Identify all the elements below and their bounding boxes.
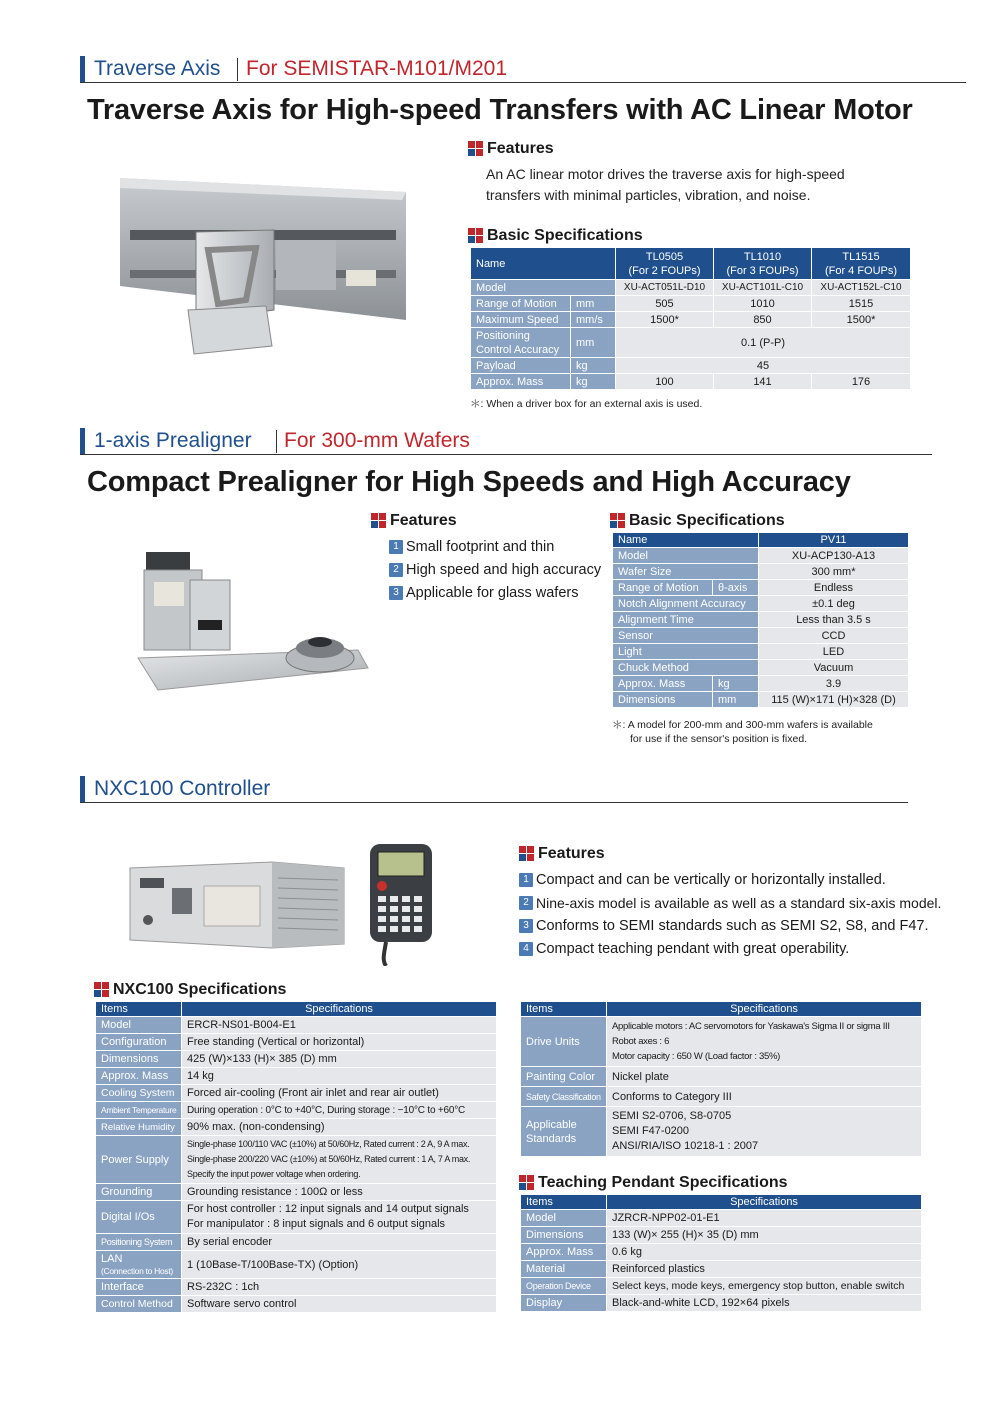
col-sub: (For 3 FOUPs) xyxy=(726,264,799,277)
cell: ±0.1 deg xyxy=(759,596,909,612)
feature-item xyxy=(519,941,849,957)
cell: 133 (W)× 255 (H)× 35 (D) mm xyxy=(607,1227,922,1244)
row-label: Payload xyxy=(471,358,571,374)
heading-text: Basic Specifications xyxy=(487,227,643,244)
feature-item xyxy=(389,585,578,601)
specifications-header: Specifications xyxy=(182,1002,497,1017)
traverse-spec-table xyxy=(470,247,911,390)
table-row xyxy=(96,1136,497,1184)
square-bullet-icon xyxy=(468,228,484,244)
cell: JZRCR-NPP02-01-E1 xyxy=(607,1210,922,1227)
note-line: for use if the sensor's position is fixed. xyxy=(630,733,808,745)
items-header: Items xyxy=(521,1195,607,1210)
cell-line: Motor capacity : 650 W (Load factor : 35%) xyxy=(612,1051,780,1062)
row-label: Chuck Method xyxy=(613,660,759,676)
row-unit: kg xyxy=(571,374,616,390)
prealigner-spec-note xyxy=(612,718,873,746)
table-row xyxy=(613,580,909,596)
specifications-header: Specifications xyxy=(607,1195,922,1210)
number-badge: 3 xyxy=(519,919,533,933)
teaching-pendant-photo xyxy=(366,842,438,966)
row-label: Interface xyxy=(96,1279,182,1296)
cell xyxy=(182,1136,497,1184)
row-unit: kg xyxy=(713,676,759,692)
table-row xyxy=(471,328,911,358)
cell: Endless xyxy=(759,580,909,596)
section-header-main: Traverse Axis xyxy=(94,57,221,80)
row-label: Positioning System xyxy=(96,1234,182,1251)
table-row xyxy=(96,1034,497,1051)
prealigner-spec-heading xyxy=(610,512,785,530)
table-row xyxy=(96,1051,497,1068)
cell-line: For host controller : 12 input signals and 14 output signals xyxy=(187,1203,469,1215)
label-line: Control Accuracy xyxy=(476,343,560,356)
table-row xyxy=(613,628,909,644)
table-row xyxy=(96,1234,497,1251)
row-label: Alignment Time xyxy=(613,612,759,628)
heading-text: Features xyxy=(487,140,554,157)
table-row xyxy=(96,1184,497,1201)
row-unit: mm xyxy=(571,296,616,312)
cell: ERCR-NS01-B004-E1 xyxy=(182,1017,497,1034)
prealigner-photo xyxy=(128,540,372,700)
cell: Black-and-white LCD, 192×64 pixels xyxy=(607,1295,922,1312)
traverse-spec-heading xyxy=(468,227,643,245)
cell: Reinforced plastics xyxy=(607,1261,922,1278)
note-line: ＊: A model for 200-mm and 300-mm wafers is available xyxy=(612,719,873,731)
row-label: Light xyxy=(613,644,759,660)
number-badge: 2 xyxy=(389,563,403,577)
row-label: Wafer Size xyxy=(613,564,759,580)
label-line: Applicable xyxy=(526,1118,577,1131)
row-unit: mm xyxy=(713,692,759,708)
square-bullet-icon xyxy=(610,513,626,529)
cell: 141 xyxy=(714,374,812,390)
cell: XU-ACT051L-D10 xyxy=(616,280,714,296)
table-row xyxy=(613,660,909,676)
col-header-tl0505 xyxy=(616,248,714,280)
section-header-main: NXC100 Controller xyxy=(94,777,271,800)
table-row xyxy=(521,1227,922,1244)
cell: 176 xyxy=(812,374,911,390)
row-label xyxy=(521,1107,607,1157)
table-row xyxy=(471,374,911,390)
cell: 300 mm* xyxy=(759,564,909,580)
table-row xyxy=(96,1102,497,1119)
traverse-title: Traverse Axis for High-speed Transfers with AC Linear Motor xyxy=(87,94,913,126)
square-bullet-icon xyxy=(371,513,387,529)
name-header: Name xyxy=(613,533,759,548)
cell: 115 (W)×171 (H)×328 (D) xyxy=(759,692,909,708)
feature-text: Nine-axis model is available as well as a standard six-axis model. xyxy=(536,895,942,911)
cell: 100 xyxy=(616,374,714,390)
feature-item xyxy=(389,562,601,578)
cell: 1010 xyxy=(714,296,812,312)
cell: 425 (W)×133 (H)× 385 (D) mm xyxy=(182,1051,497,1068)
nxc100-controller-photo xyxy=(122,848,346,952)
cell-line: SEMI S2-0706, S8-0705 xyxy=(612,1110,732,1122)
row-label: Control Method xyxy=(96,1296,182,1313)
items-header: Items xyxy=(521,1002,607,1017)
col-header-tl1010 xyxy=(714,248,812,280)
feature-text: Compact teaching pendant with great operability. xyxy=(536,941,850,957)
label-line: Positioning xyxy=(476,329,530,342)
row-unit: kg xyxy=(571,358,616,374)
row-label: Ambient Temperature xyxy=(96,1102,182,1119)
table-row xyxy=(96,1068,497,1085)
row-label: Display xyxy=(521,1295,607,1312)
cell xyxy=(607,1107,922,1157)
heading-text: Teaching Pendant Specifications xyxy=(538,1174,788,1191)
cell-line: Applicable motors : AC servomotors for Yaskawa's Sigma II or sigma III xyxy=(612,1021,890,1032)
row-label: Model xyxy=(613,548,759,564)
table-row xyxy=(613,676,909,692)
cell-line: Single-phase 100/110 VAC (±10%) at 50/60Hz, Rated current : 2 A, 9 A max. xyxy=(187,1139,470,1149)
cell: 1500* xyxy=(812,312,911,328)
feature-text: Small footprint and thin xyxy=(406,539,555,555)
row-label: Dimensions xyxy=(96,1051,182,1068)
cell: XU-ACT152L-C10 xyxy=(812,280,911,296)
row-label: Material xyxy=(521,1261,607,1278)
feature-item xyxy=(389,539,554,555)
table-row xyxy=(613,644,909,660)
features-line: An AC linear motor drives the traverse axis for high-speed xyxy=(486,166,845,182)
cell: Free standing (Vertical or horizontal) xyxy=(182,1034,497,1051)
table-row xyxy=(521,1067,922,1087)
cell: Software servo control xyxy=(182,1296,497,1313)
cell: During operation : 0°C to +40°C, During storage : −10°C to +60°C xyxy=(182,1102,497,1119)
feature-item xyxy=(519,895,941,911)
cell: By serial encoder xyxy=(182,1234,497,1251)
col-sub: (For 2 FOUPs) xyxy=(628,264,701,277)
cell xyxy=(607,1017,922,1067)
traverse-features-text xyxy=(486,164,916,206)
row-label: Notch Alignment Accuracy xyxy=(613,596,759,612)
square-bullet-icon xyxy=(519,1175,535,1191)
row-label: Approx. Mass xyxy=(521,1244,607,1261)
cell-line: Robot axes : 6 xyxy=(612,1036,670,1047)
cell: LED xyxy=(759,644,909,660)
cell: Grounding resistance : 100Ω or less xyxy=(182,1184,497,1201)
cell-line: Single-phase 200/220 VAC (±10%) at 50/60Hz, Rated current : 1 A, 7 A max. xyxy=(187,1154,471,1164)
nxc-spec-heading xyxy=(94,981,286,999)
cell xyxy=(182,1201,497,1234)
section-header-divider xyxy=(237,58,238,81)
prealigner-features-heading xyxy=(371,512,457,530)
table-row xyxy=(471,358,911,374)
prealigner-spec-table xyxy=(612,532,909,708)
traverse-section-header xyxy=(80,56,966,83)
cell: 14 kg xyxy=(182,1068,497,1085)
col-name: TL0505 xyxy=(645,250,684,263)
traverse-axis-photo xyxy=(96,170,426,370)
cell: 45 xyxy=(616,358,911,374)
row-label: Maximum Speed xyxy=(471,312,571,328)
row-label: Dimensions xyxy=(613,692,713,708)
cell: Nickel plate xyxy=(607,1067,922,1087)
row-label: Relative Humidity xyxy=(96,1119,182,1136)
number-badge: 1 xyxy=(519,873,533,887)
cell: 1 (10Base-T/100Base-TX) (Option) xyxy=(182,1251,497,1279)
cell: RS-232C : 1ch xyxy=(182,1279,497,1296)
cell: Forced air-cooling (Front air inlet and rear air outlet) xyxy=(182,1085,497,1102)
cell: Select keys, mode keys, emergency stop button, enable switch xyxy=(607,1278,922,1295)
items-header: Items xyxy=(96,1002,182,1017)
row-label: Dimensions xyxy=(521,1227,607,1244)
row-label: Configuration xyxy=(96,1034,182,1051)
nxc-features-heading xyxy=(519,845,605,863)
table-row xyxy=(96,1119,497,1136)
traverse-features-heading xyxy=(468,140,554,158)
row-label: Power Supply xyxy=(96,1136,182,1184)
cell: XU-ACT101L-C10 xyxy=(714,280,812,296)
row-label: Cooling System xyxy=(96,1085,182,1102)
table-row xyxy=(521,1017,922,1067)
table-row xyxy=(96,1085,497,1102)
pendant-spec-table xyxy=(520,1194,922,1312)
table-row xyxy=(613,596,909,612)
section-header-marker xyxy=(80,428,85,454)
col-header-tl1515 xyxy=(812,248,911,280)
row-unit: mm xyxy=(571,328,616,358)
cell: 90% max. (non-condensing) xyxy=(182,1119,497,1136)
row-label: Sensor xyxy=(613,628,759,644)
table-row xyxy=(613,548,909,564)
table-row xyxy=(613,692,909,708)
table-row xyxy=(521,1295,922,1312)
table-row xyxy=(96,1017,497,1034)
table-row xyxy=(613,564,909,580)
row-unit: θ-axis xyxy=(713,580,759,596)
feature-text: Compact and can be vertically or horizontally installed. xyxy=(536,872,886,888)
table-row xyxy=(96,1296,497,1313)
label-line: (Connection to Host) xyxy=(101,1265,173,1276)
heading-text: NXC100 Specifications xyxy=(113,981,287,998)
row-label: Approx. Mass xyxy=(96,1068,182,1085)
square-bullet-icon xyxy=(519,846,535,862)
feature-text: Applicable for glass wafers xyxy=(406,585,579,601)
table-row xyxy=(471,312,911,328)
table-row xyxy=(613,612,909,628)
row-label: Drive Units xyxy=(521,1017,607,1067)
row-unit: mm/s xyxy=(571,312,616,328)
prealigner-title: Compact Prealigner for High Speeds and High Accuracy xyxy=(87,466,851,498)
row-label: Range of Motion xyxy=(613,580,713,596)
section-header-sub: For 300-mm Wafers xyxy=(284,429,470,452)
table-row xyxy=(471,280,911,296)
section-header-divider xyxy=(276,430,277,453)
name-header: Name xyxy=(471,248,616,280)
label-line: Standards xyxy=(526,1132,577,1145)
nxc-spec-table-left xyxy=(95,1001,497,1313)
cell: Vacuum xyxy=(759,660,909,676)
section-header-marker xyxy=(80,776,85,802)
section-header-sub: For SEMISTAR-M101/M201 xyxy=(246,57,508,80)
col-name: TL1515 xyxy=(842,250,880,263)
nxc-section-header xyxy=(80,776,908,803)
row-label: Model xyxy=(521,1210,607,1227)
section-header-main: 1-axis Prealigner xyxy=(94,429,252,452)
table-row xyxy=(471,296,911,312)
cell: Less than 3.5 s xyxy=(759,612,909,628)
row-label xyxy=(96,1251,182,1279)
cell: 0.1 (P-P) xyxy=(616,328,911,358)
table-row xyxy=(521,1278,922,1295)
cell: 850 xyxy=(714,312,812,328)
feature-item xyxy=(519,872,886,888)
col-header-pv11: PV11 xyxy=(759,533,909,548)
cell: CCD xyxy=(759,628,909,644)
col-sub: (For 4 FOUPs) xyxy=(824,264,898,277)
traverse-spec-note: ＊: When a driver box for an external axis is used. xyxy=(470,398,703,410)
row-label: Approx. Mass xyxy=(613,676,713,692)
row-label: Painting Color xyxy=(521,1067,607,1087)
table-row xyxy=(521,1244,922,1261)
number-badge: 4 xyxy=(519,942,533,956)
heading-text: Basic Specifications xyxy=(629,512,785,529)
cell: 1515 xyxy=(812,296,911,312)
row-label: Grounding xyxy=(96,1184,182,1201)
col-name: TL1010 xyxy=(743,250,782,263)
cell: 3.9 xyxy=(759,676,909,692)
feature-text: Conforms to SEMI standards such as SEMI S2, S8, and F47. xyxy=(536,918,929,934)
number-badge: 3 xyxy=(389,586,403,600)
table-row xyxy=(96,1201,497,1234)
feature-item xyxy=(519,918,928,934)
features-line: transfers with minimal particles, vibration, and noise. xyxy=(486,187,811,203)
label-line: LAN xyxy=(101,1252,123,1265)
row-label xyxy=(471,328,571,358)
cell: Conforms to Category III xyxy=(607,1087,922,1107)
table-row xyxy=(96,1251,497,1279)
specifications-header: Specifications xyxy=(607,1002,922,1017)
number-badge: 1 xyxy=(389,540,403,554)
row-label: Operation Device xyxy=(521,1278,607,1295)
cell: 1500* xyxy=(616,312,714,328)
number-badge: 2 xyxy=(519,896,533,910)
row-label: Approx. Mass xyxy=(471,374,571,390)
cell: 505 xyxy=(616,296,714,312)
table-row xyxy=(521,1210,922,1227)
table-row xyxy=(521,1087,922,1107)
cell-line: Specify the input power voltage when ordering. xyxy=(187,1169,361,1179)
row-label: Safety Classification xyxy=(521,1087,607,1107)
square-bullet-icon xyxy=(468,141,484,157)
prealigner-section-header xyxy=(80,428,932,455)
table-row xyxy=(521,1107,922,1157)
row-label: Digital I/Os xyxy=(96,1201,182,1234)
table-row xyxy=(96,1279,497,1296)
cell-line: SEMI F47-0200 xyxy=(612,1125,690,1137)
table-row xyxy=(521,1261,922,1278)
cell: 0.6 kg xyxy=(607,1244,922,1261)
nxc-spec-table-right xyxy=(520,1001,922,1157)
cell-line: ANSI/RIA/ISO 10218-1 : 2007 xyxy=(612,1140,759,1152)
square-bullet-icon xyxy=(94,982,110,998)
row-label: Range of Motion xyxy=(471,296,571,312)
cell: XU-ACP130-A13 xyxy=(759,548,909,564)
row-label: Model xyxy=(471,280,616,296)
feature-text: High speed and high accuracy xyxy=(406,562,602,578)
heading-text: Features xyxy=(538,845,605,862)
section-header-marker xyxy=(80,56,85,82)
row-label: Model xyxy=(96,1017,182,1034)
pendant-spec-heading xyxy=(519,1174,788,1192)
heading-text: Features xyxy=(390,512,457,529)
cell-line: For manipulator : 8 input signals and 6 output signals xyxy=(187,1218,446,1230)
